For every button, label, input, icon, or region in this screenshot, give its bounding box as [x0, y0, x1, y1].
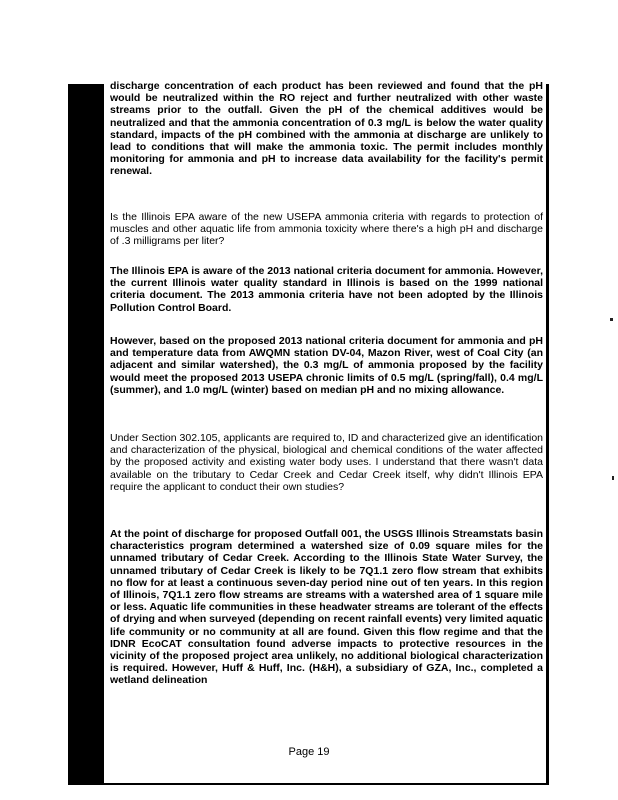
question-46: Under Section 302.105, applicants are required to, ID and characterized give an identification and characterization of the physical, biological and chemical conditions of the water affected by the proposed activity and existing water body uses. I understand that there wasn't data available on the tributary to Cedar Creek and Cedar Creek itself, why didn't Illinois EPA require the applicant to conduct their own studies?	[110, 432, 543, 493]
answer-45-paragraph-2: However, based on the proposed 2013 national criteria document for ammonia and pH and temperature data from AWQMN station DV-04, Mazon River, west of Coal City (an adjacent and similar watershed), the 0.3 mg/L of ammonia proposed by the facility would meet the proposed 2013 USEPA chronic limits of 0.5 mg/L (spring/fall), 0.4 mg/L (summer), and 1.0 mg/L (winter) based on median pH and no mixing allowance.	[110, 335, 543, 396]
scan-border-bottom	[68, 783, 549, 785]
question-45: Is the Illinois EPA aware of the new USEPA ammonia criteria with regards to protection of muscles and other aquatic life from ammonia toxicity where there's a high pH and discharge of .3 milligrams per liter?	[110, 211, 543, 248]
continued-answer-paragraph: discharge concentration of each product has been reviewed and found that the pH would be neutralized within the RO reject and further neutralized with other waste streams prior to the outfall. Given the pH of the chemical additives would be neutralized and that the ammonia concentration of 0.3 mg/L is below the water quality standard, impacts of the pH combined with the ammonia at discharge are unlikely to lead to conditions that will make the ammonia toxic. The permit includes monthly monitoring for ammonia and pH to increase data availability for the facility's permit renewal.	[110, 80, 543, 178]
scan-border-right	[546, 84, 549, 785]
scan-speck	[610, 318, 613, 321]
page-number: Page 19	[288, 746, 330, 758]
scan-speck	[612, 476, 614, 480]
answer-45-paragraph-1: The Illinois EPA is aware of the 2013 national criteria document for ammonia. However, the current Illinois water quality standard in Illinois is based on the 1999 national criteria document. The 2013 ammonia criteria have not been adopted by the Illinois Pollution Control Board.	[110, 265, 543, 314]
item-number: 45.	[75, 211, 90, 223]
item-number: 46.	[75, 432, 90, 444]
answer-46-paragraph-1: At the point of discharge for proposed Outfall 001, the USGS Illinois Streamstats basin characteristics program determined a watershed size of 0.09 square miles for the unnamed tributary of Cedar Creek. According to the Illinois State Water Survey, the unnamed tributary of Cedar Creek is likely to be 7Q1.1 zero flow stream that exhibits no flow for at least a continuous seven-day period nine out of ten years. In this region of Illinois, 7Q1.1 zero flow streams are streams with a watershed area of 1 square mile or less. Aquatic life communities in these headwater streams are tolerant of the effects of drying and when surveyed (depending on recent rainfall events) very limited aquatic life community or no community at all are found. Given this flow regime and that the IDNR EcoCAT consultation found adverse impacts to protective resources in the vicinity of the proposed project area unlikely, no additional biological characterization is required. However, Huff & Huff, Inc. (H&H), a subsidiary of GZA, Inc., completed a wetland delineation	[110, 528, 543, 687]
